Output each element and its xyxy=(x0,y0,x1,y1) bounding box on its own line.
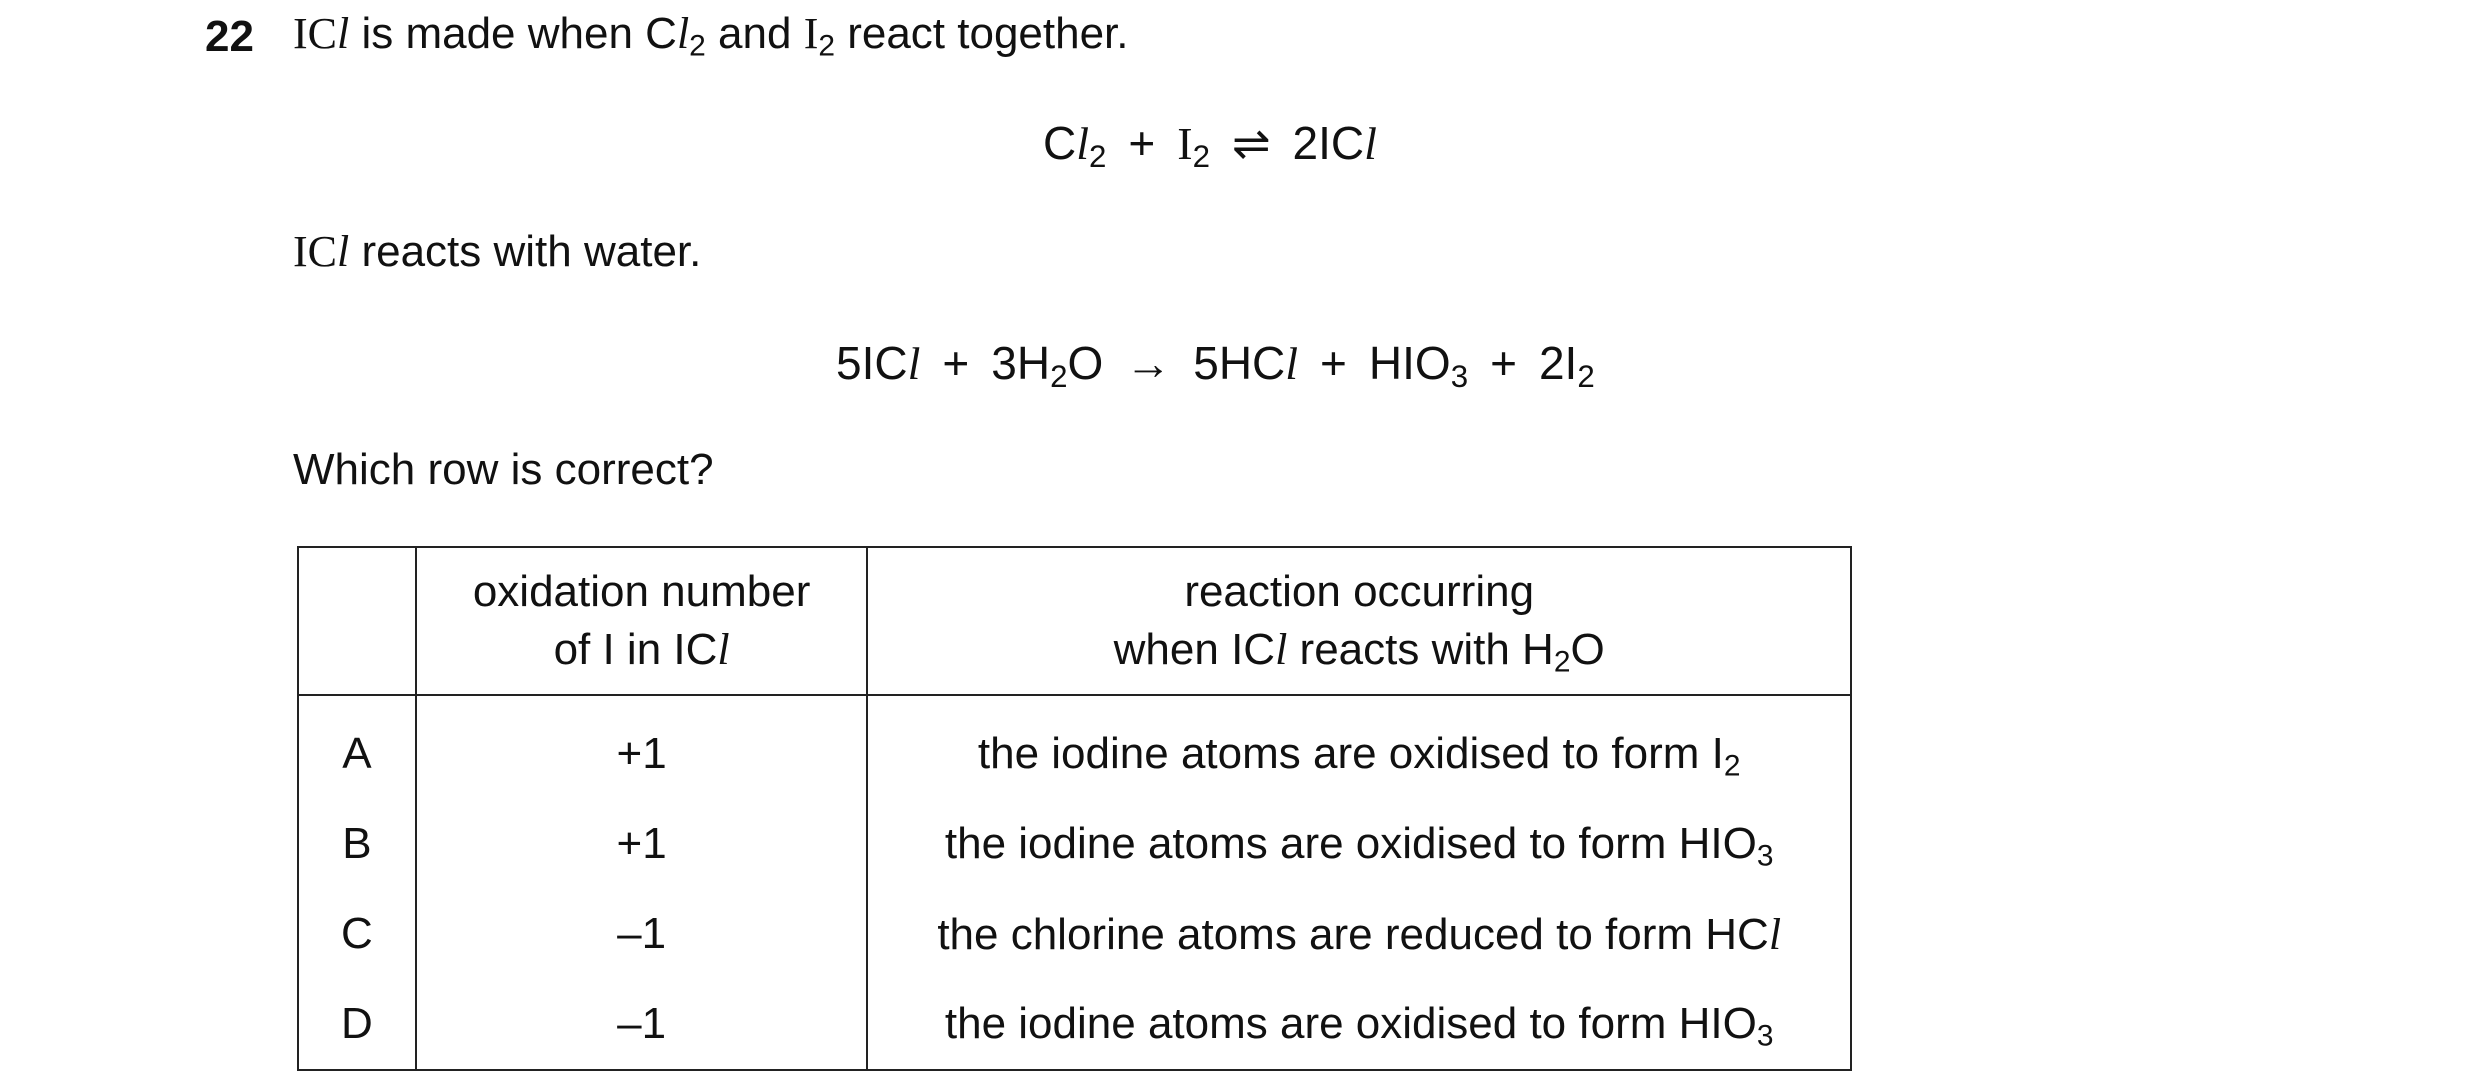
reaction-description: the iodine atoms are oxidised to form $HIO_3$ xyxy=(867,799,1851,889)
oxidation-number-value: –1 xyxy=(416,889,868,979)
table-row[interactable] xyxy=(298,799,1851,889)
question-number: 22 xyxy=(205,12,254,61)
oxidation-number-value: +1 xyxy=(416,695,868,799)
oxidation-number-value: +1 xyxy=(416,799,868,889)
table-row[interactable] xyxy=(298,695,1851,799)
question-intro: ICl is made when $Cl_2$ and $I_2$ react together. xyxy=(293,9,1129,63)
table-header-row xyxy=(298,547,1851,695)
question-prompt: Which row is correct? xyxy=(293,445,714,494)
option-letter: C xyxy=(298,889,416,979)
reaction-description: the chlorine atoms are reduced to form HCl xyxy=(867,889,1851,979)
header-oxidation-number: oxidation number of I in ICl xyxy=(416,547,868,695)
equation-formation: $Cl_2 + I_2$ ⇌ 2ICl xyxy=(1043,117,1377,174)
header-reaction-occurring: reaction occurring when ICl reacts with $H_2O$ xyxy=(867,547,1851,695)
option-letter: B xyxy=(298,799,416,889)
equilibrium-arrow-icon: ⇌ xyxy=(1232,117,1271,169)
oxidation-number-value: –1 xyxy=(416,979,868,1070)
answer-table xyxy=(297,546,1852,1071)
reaction-description: the iodine atoms are oxidised to form $I_2$ xyxy=(867,695,1851,799)
reacts-with-water-text: ICl reacts with water. xyxy=(293,227,702,276)
table-row[interactable] xyxy=(298,979,1851,1070)
header-letter-cell xyxy=(298,547,416,695)
option-letter: A xyxy=(298,695,416,799)
table-row[interactable] xyxy=(298,889,1851,979)
reaction-arrow-icon: → xyxy=(1125,337,1172,389)
reaction-description: the iodine atoms are oxidised to form $HIO_3$ xyxy=(867,979,1851,1070)
equation-hydrolysis: $5ICl + 3H_2O \to 5HCl + HIO_3 + 2I_2$ xyxy=(836,337,1595,394)
option-letter: D xyxy=(298,979,416,1070)
